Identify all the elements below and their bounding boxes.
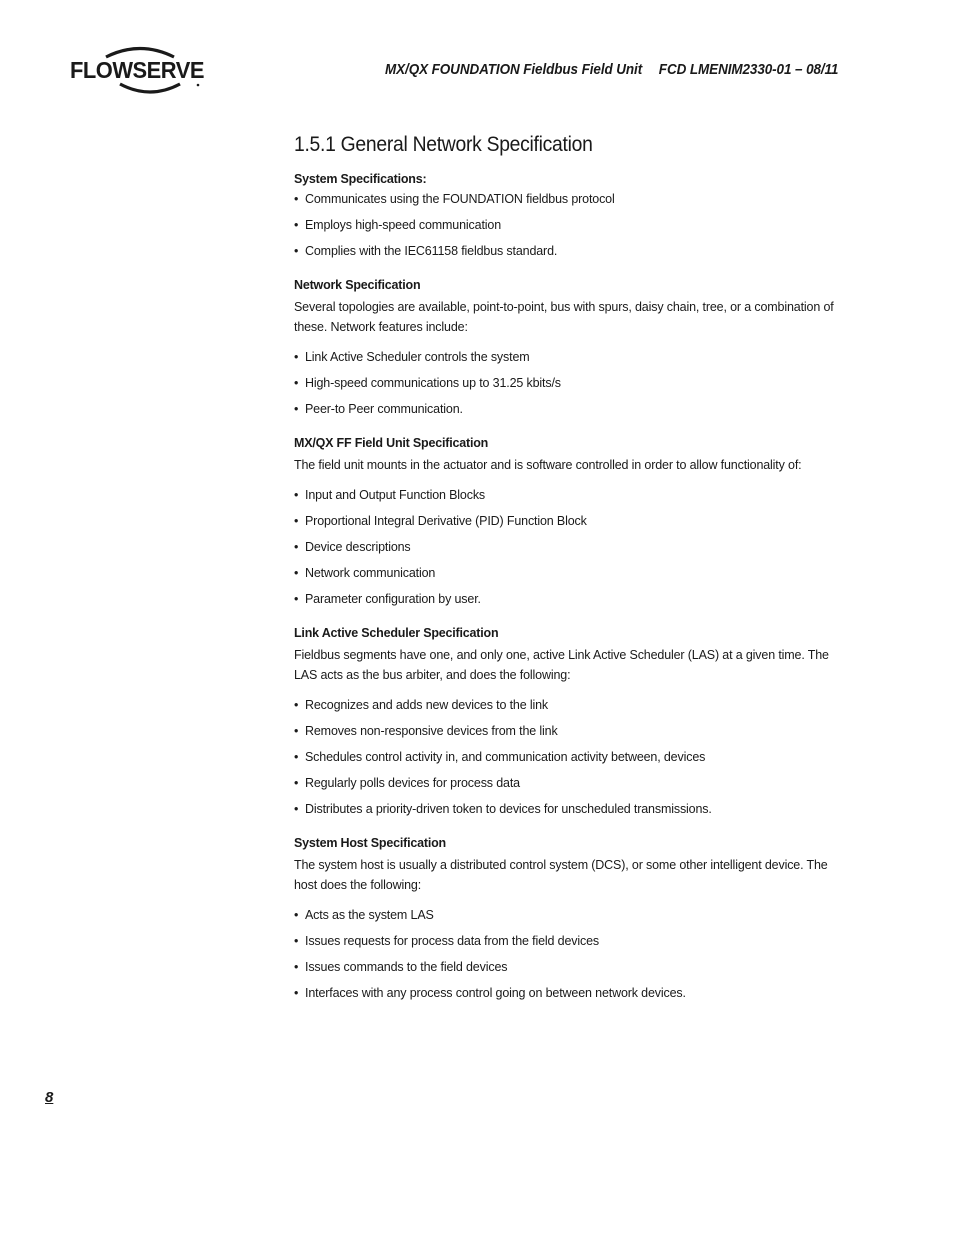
- section-system-host-specification: [294, 835, 844, 1001]
- bullet-icon: •: [294, 750, 299, 764]
- list-item: [294, 539, 844, 555]
- bullet-icon: •: [294, 908, 299, 922]
- bullet-icon: •: [294, 514, 299, 528]
- list-item-text: Interfaces with any process control going on between network devices.: [305, 986, 686, 1000]
- list-item: [294, 401, 844, 417]
- list-item-text: Input and Output Function Blocks: [305, 488, 486, 502]
- document-code: FCD LMENIM2330-01 – 08/11: [658, 62, 839, 78]
- list-item-text: Schedules control activity in, and communication activity between, devices: [305, 750, 706, 764]
- section-heading: MX/QX FF Field Unit Specification: [294, 436, 489, 450]
- section-heading: System Host Specification: [294, 836, 446, 850]
- bullet-icon: •: [294, 776, 299, 790]
- bullet-icon: •: [294, 566, 299, 580]
- bullet-icon: •: [294, 724, 299, 738]
- list-item: [294, 565, 844, 581]
- list-item: [294, 907, 844, 923]
- section-heading: Link Active Scheduler Specification: [294, 626, 499, 640]
- bullet-icon: •: [294, 350, 299, 364]
- list-item-text: Network communication: [305, 566, 436, 580]
- section-heading: System Specifications:: [294, 172, 427, 186]
- section-network-specification: [294, 277, 844, 417]
- bullet-list: [294, 697, 844, 817]
- bullet-icon: •: [294, 540, 299, 554]
- bullet-icon: •: [294, 698, 299, 712]
- logo-wordmark: FLOWSERVE: [70, 57, 205, 83]
- list-item-text: Distributes a priority-driven token to devices for unscheduled transmissions.: [305, 802, 712, 816]
- list-item: [294, 723, 844, 739]
- bullet-list: [294, 907, 844, 1001]
- bullet-icon: •: [294, 960, 299, 974]
- list-item-text: Recognizes and adds new devices to the link: [305, 698, 549, 712]
- bullet-icon: •: [294, 402, 299, 416]
- list-item-text: Acts as the system LAS: [305, 908, 434, 922]
- list-item: [294, 697, 844, 713]
- list-item-text: Issues commands to the field devices: [305, 960, 508, 974]
- list-item-text: Device descriptions: [305, 540, 411, 554]
- document-title: MX/QX FOUNDATION Fieldbus Field Unit: [385, 62, 643, 78]
- list-item: [294, 749, 844, 765]
- list-item: [294, 591, 844, 607]
- list-item-text: Regularly polls devices for process data: [305, 776, 520, 790]
- section-system-specifications: [294, 171, 844, 259]
- bullet-icon: •: [294, 488, 299, 502]
- list-item-text: Complies with the IEC61158 fieldbus standard.: [305, 244, 558, 258]
- bullet-icon: •: [294, 934, 299, 948]
- list-item-text: Link Active Scheduler controls the system: [305, 350, 530, 364]
- list-item-text: Employs high-speed communication: [305, 218, 501, 232]
- list-item-text: Peer-to Peer communication.: [305, 402, 463, 416]
- bullet-list: [294, 191, 844, 259]
- section-field-unit-specification: [294, 435, 844, 607]
- list-item-text: Proportional Integral Derivative (PID) Function Block: [305, 514, 587, 528]
- bullet-icon: •: [294, 376, 299, 390]
- list-item: [294, 933, 844, 949]
- list-item-text: Issues requests for process data from the field devices: [305, 934, 599, 948]
- bullet-list: [294, 349, 844, 417]
- list-item: [294, 349, 844, 365]
- list-item-text: Removes non-responsive devices from the link: [305, 724, 558, 738]
- document-header: [385, 62, 838, 78]
- list-item: [294, 243, 844, 259]
- bullet-icon: •: [294, 802, 299, 816]
- bullet-icon: •: [294, 244, 299, 258]
- bullet-list: [294, 487, 844, 607]
- main-content: [294, 133, 844, 1019]
- list-item: [294, 801, 844, 817]
- list-item: [294, 217, 844, 233]
- list-item-text: High-speed communications up to 31.25 kbits/s: [305, 376, 561, 390]
- bullet-icon: •: [294, 986, 299, 1000]
- bullet-icon: •: [294, 218, 299, 232]
- list-item: [294, 513, 844, 529]
- list-item: [294, 375, 844, 391]
- bullet-icon: •: [294, 192, 299, 206]
- section-heading: Network Specification: [294, 278, 421, 292]
- list-item: [294, 487, 844, 503]
- section-las-specification: [294, 625, 844, 817]
- list-item-text: Parameter configuration by user.: [305, 592, 481, 606]
- section-body: The system host is usually a distributed control system (DCS), or some other intelligent device. The host does the following:: [294, 858, 828, 892]
- list-item-text: Communicates using the FOUNDATION fieldbus protocol: [305, 192, 615, 206]
- bullet-icon: •: [294, 592, 299, 606]
- list-item: [294, 775, 844, 791]
- list-item: [294, 985, 844, 1001]
- page-number: 8: [45, 1089, 54, 1106]
- section-body: Several topologies are available, point-to-point, bus with spurs, daisy chain, tree, or a combination of these. Network features include:: [294, 300, 834, 334]
- list-item: [294, 959, 844, 975]
- section-body: The field unit mounts in the actuator and is software controlled in order to allow functionality of:: [294, 458, 802, 472]
- flowserve-logo-icon: [68, 44, 208, 96]
- section-body: Fieldbus segments have one, and only one, active Link Active Scheduler (LAS) at a given time. The LAS acts as the bus arbiter, and does the following:: [294, 648, 829, 682]
- list-item: [294, 191, 844, 207]
- page-title: 1.5.1 General Network Specification: [294, 133, 593, 156]
- flowserve-logo: [68, 44, 208, 96]
